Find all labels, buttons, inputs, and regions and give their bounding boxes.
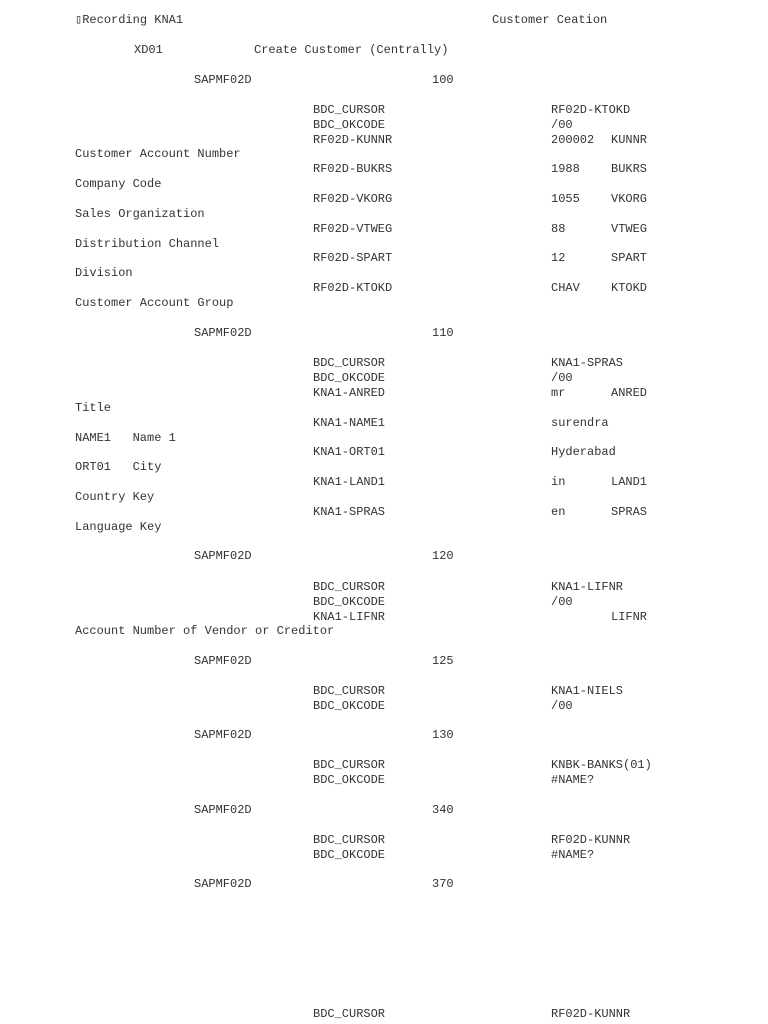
field-technical-name: SPART: [611, 251, 648, 265]
field-value: /00: [551, 699, 573, 713]
field-technical-name: LAND1: [611, 475, 648, 489]
field-value: Hyderabad: [551, 445, 616, 459]
field-value: 1055: [551, 192, 580, 206]
field-description: Title: [75, 401, 112, 415]
field-value: in: [551, 475, 566, 489]
screen-program: SAPMF02D: [194, 654, 252, 668]
field-name: BDC_OKCODE: [313, 773, 386, 787]
field-description: Distribution Channel: [75, 237, 220, 251]
field-name: KNA1-ORT01: [313, 445, 386, 459]
field-value: KNBK-BANKS(01): [551, 758, 652, 772]
field-value: 200002: [551, 133, 595, 147]
field-technical-name: VTWEG: [611, 222, 648, 236]
transaction-code: XD01: [134, 43, 163, 57]
field-value: /00: [551, 371, 573, 385]
field-value: CHAV: [551, 281, 580, 295]
field-value: RF02D-KUNNR: [551, 833, 631, 847]
field-name: RF02D-VTWEG: [313, 222, 393, 236]
screen-number: 340: [432, 803, 454, 817]
screen-program: SAPMF02D: [194, 728, 252, 742]
field-value: /00: [551, 595, 573, 609]
field-name: BDC_CURSOR: [313, 684, 386, 698]
recording-title: ▯Recording KNA1: [75, 13, 184, 27]
field-name: RF02D-VKORG: [313, 192, 393, 206]
field-name: RF02D-SPART: [313, 251, 393, 265]
field-description: Division: [75, 266, 133, 280]
field-value: 12: [551, 251, 566, 265]
field-value: RF02D-KTOKD: [551, 103, 631, 117]
screen-number: 100: [432, 73, 454, 87]
field-name: RF02D-BUKRS: [313, 162, 393, 176]
screen-program: SAPMF02D: [194, 803, 252, 817]
field-value: #NAME?: [551, 848, 595, 862]
field-name: BDC_CURSOR: [313, 356, 386, 370]
field-value: mr: [551, 386, 566, 400]
field-name: BDC_OKCODE: [313, 699, 386, 713]
field-value: 1988: [551, 162, 580, 176]
screen-program: SAPMF02D: [194, 73, 252, 87]
field-name: KNA1-LAND1: [313, 475, 386, 489]
screen-number: 120: [432, 549, 454, 563]
field-name: BDC_CURSOR: [313, 103, 386, 117]
screen-number: 125: [432, 654, 454, 668]
field-description: Sales Organization: [75, 207, 205, 221]
field-name: RF02D-KTOKD: [313, 281, 393, 295]
field-description: Customer Account Number: [75, 147, 241, 161]
field-value: KNA1-NIELS: [551, 684, 624, 698]
document-title: Customer Ceation: [492, 13, 608, 27]
field-description: Company Code: [75, 177, 162, 191]
field-technical-name: BUKRS: [611, 162, 648, 176]
field-name: BDC_CURSOR: [313, 1007, 386, 1021]
field-name: KNA1-SPRAS: [313, 505, 386, 519]
field-value: KNA1-SPRAS: [551, 356, 624, 370]
field-technical-name: ANRED: [611, 386, 648, 400]
field-name: KNA1-NAME1: [313, 416, 386, 430]
field-name: BDC_OKCODE: [313, 595, 386, 609]
field-name: KNA1-LIFNR: [313, 610, 386, 624]
screen-program: SAPMF02D: [194, 326, 252, 340]
field-description: NAME1 Name 1: [75, 431, 176, 445]
field-value: RF02D-KUNNR: [551, 1007, 631, 1021]
field-technical-name: KUNNR: [611, 133, 648, 147]
field-value: 88: [551, 222, 566, 236]
field-name: BDC_OKCODE: [313, 371, 386, 385]
field-value: surendra: [551, 416, 609, 430]
field-value: #NAME?: [551, 773, 595, 787]
field-technical-name: LIFNR: [611, 610, 648, 624]
field-name: BDC_OKCODE: [313, 118, 386, 132]
transaction-text: Create Customer (Centrally): [254, 43, 449, 57]
screen-program: SAPMF02D: [194, 549, 252, 563]
field-value: KNA1-LIFNR: [551, 580, 624, 594]
field-description: Account Number of Vendor or Creditor: [75, 624, 335, 638]
field-value: en: [551, 505, 566, 519]
field-technical-name: VKORG: [611, 192, 648, 206]
field-name: BDC_CURSOR: [313, 758, 386, 772]
field-technical-name: KTOKD: [611, 281, 648, 295]
field-description: Country Key: [75, 490, 155, 504]
field-value: /00: [551, 118, 573, 132]
screen-number: 130: [432, 728, 454, 742]
field-technical-name: SPRAS: [611, 505, 648, 519]
screen-program: SAPMF02D: [194, 877, 252, 891]
field-name: BDC_CURSOR: [313, 580, 386, 594]
field-name: KNA1-ANRED: [313, 386, 386, 400]
screen-number: 370: [432, 877, 454, 891]
field-description: Language Key: [75, 520, 162, 534]
field-description: ORT01 City: [75, 460, 162, 474]
screen-number: 110: [432, 326, 454, 340]
field-name: BDC_OKCODE: [313, 848, 386, 862]
field-name: RF02D-KUNNR: [313, 133, 393, 147]
field-description: Customer Account Group: [75, 296, 234, 310]
field-name: BDC_CURSOR: [313, 833, 386, 847]
